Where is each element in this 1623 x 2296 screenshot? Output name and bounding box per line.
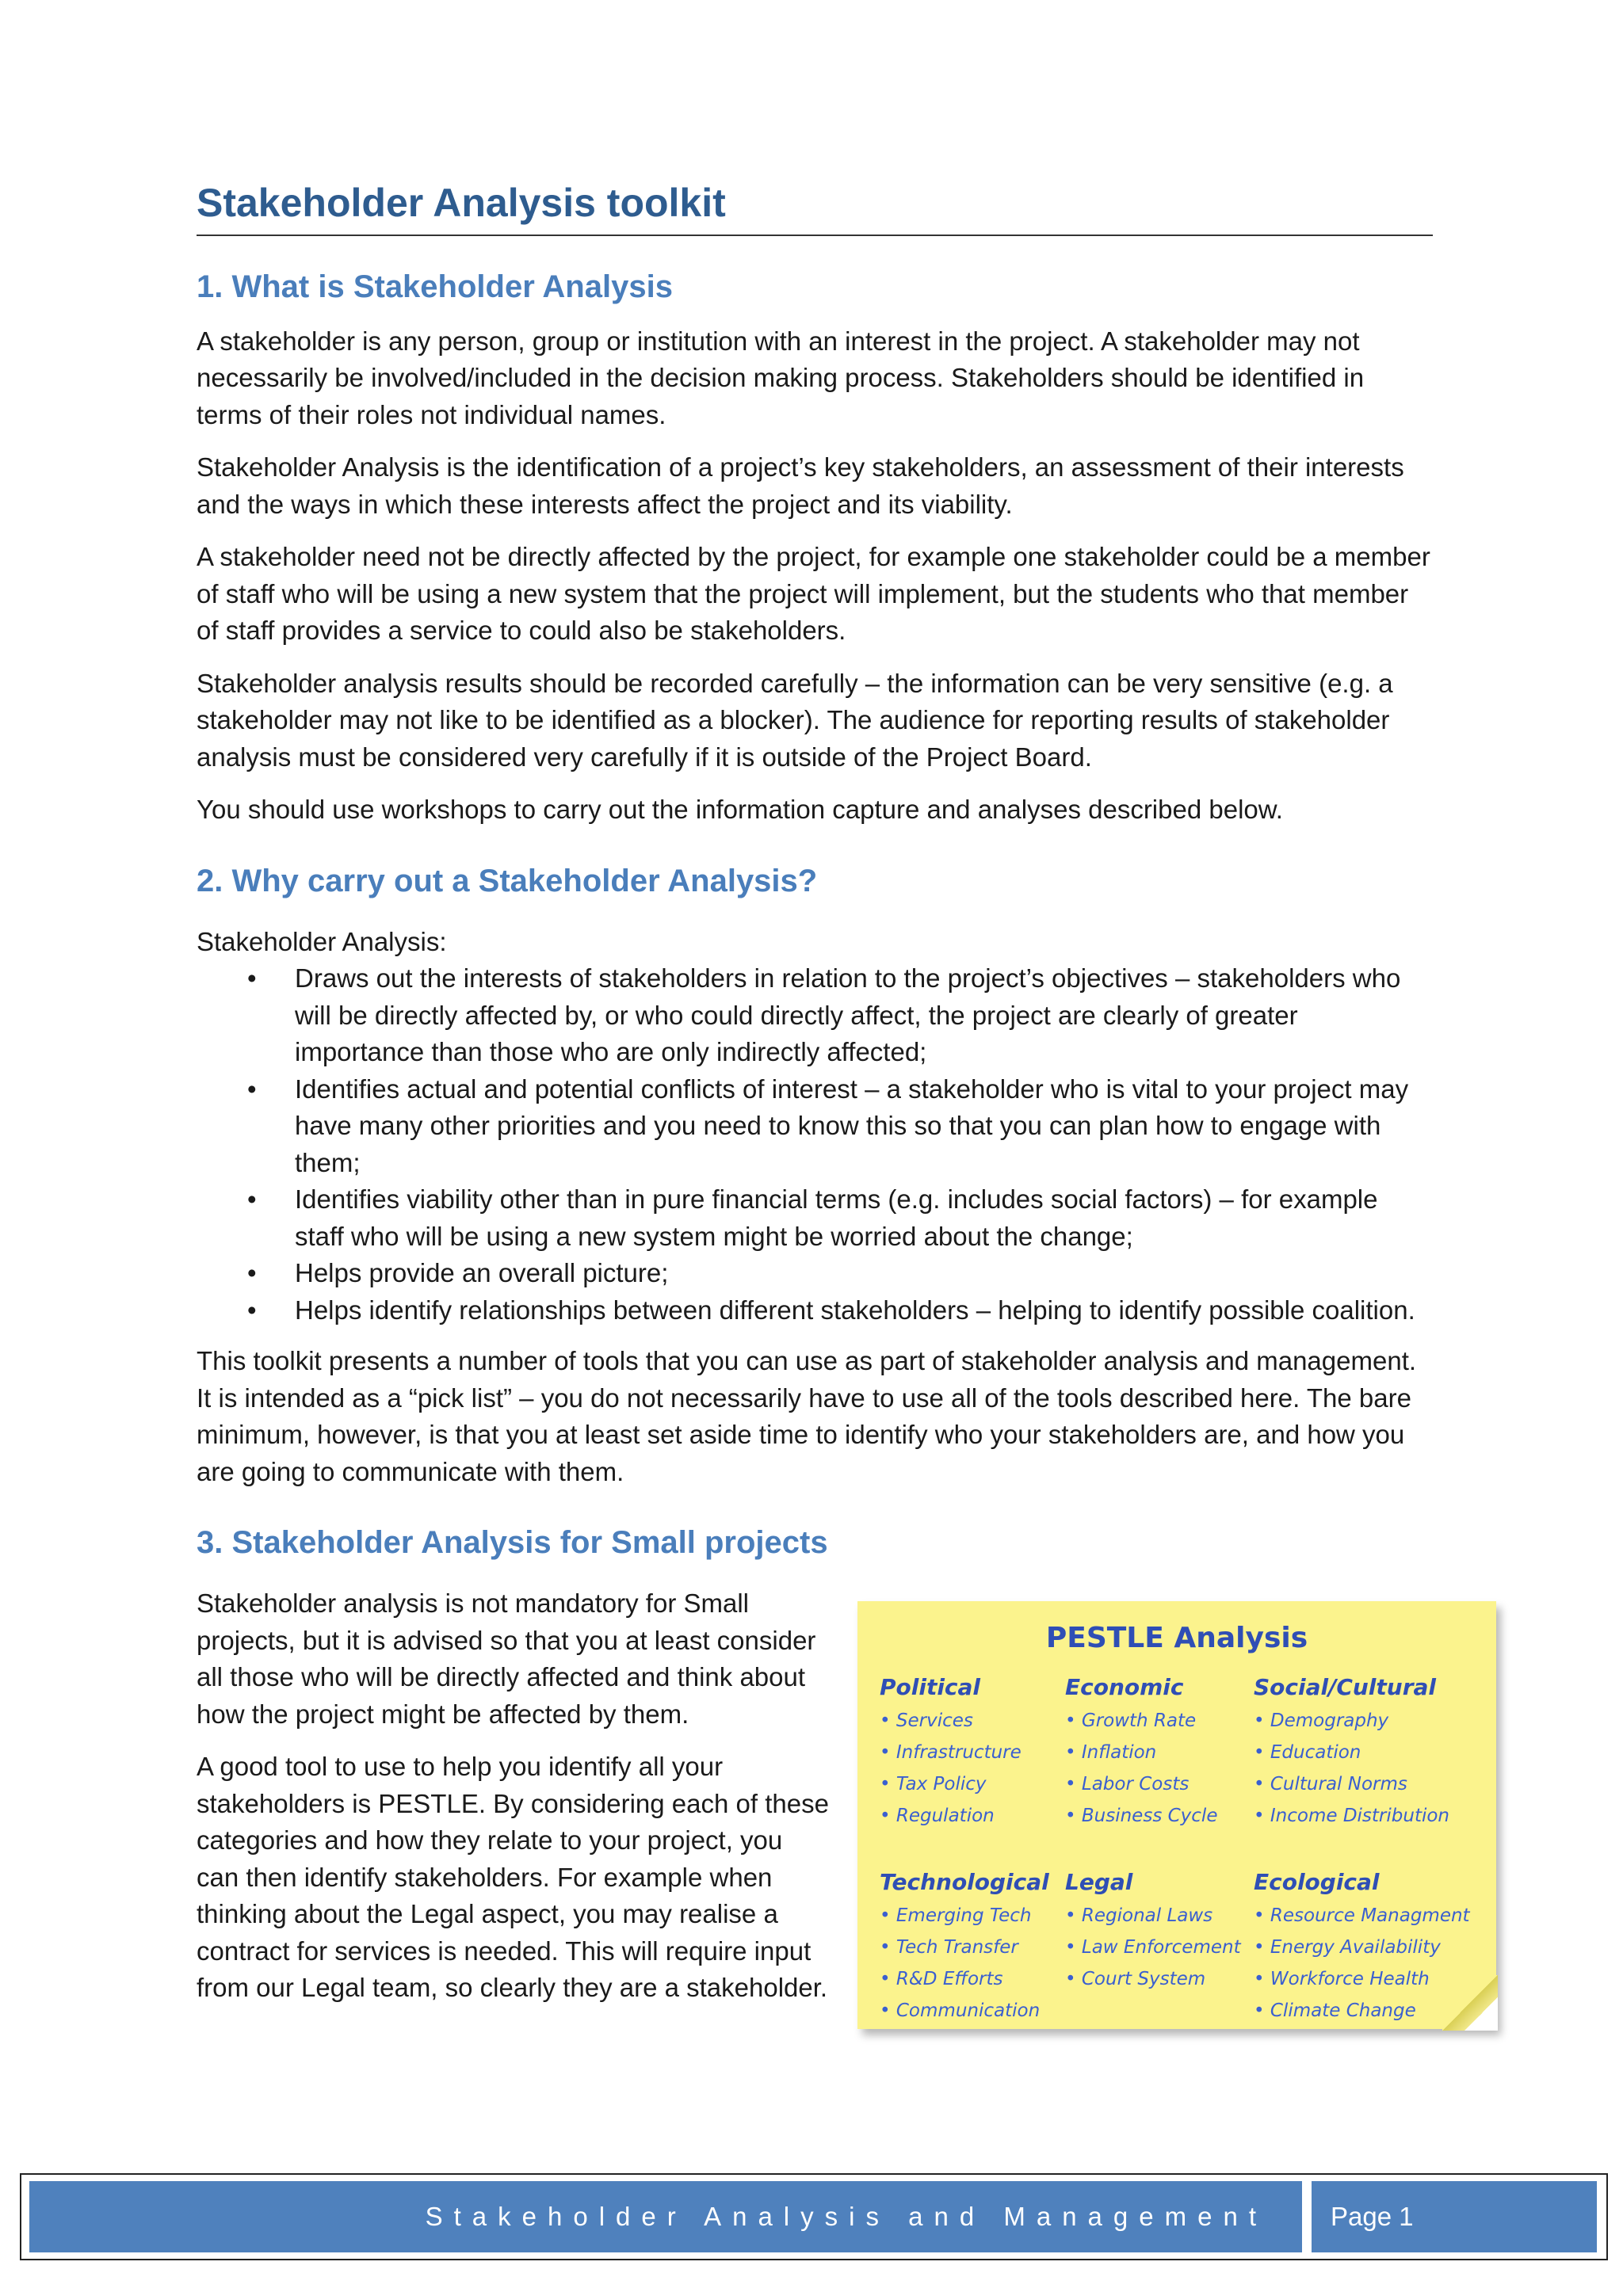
- pestle-category-political: [880, 1674, 1078, 1832]
- category-item: • Growth Rate: [1065, 1711, 1197, 1731]
- category-item: • Labor Costs: [1065, 1774, 1190, 1794]
- category-item: • Law Enforcement: [1065, 1937, 1241, 1958]
- list-item: [197, 1292, 1433, 1329]
- category-item: • Workforce Health: [1254, 1969, 1430, 1989]
- pestle-analysis-note: [857, 1601, 1496, 2029]
- category-item: • Climate Change: [1254, 2000, 1416, 2021]
- category-item: • Services: [880, 1711, 973, 1731]
- s1-paragraph: A stakeholder is any person, group or institution with an interest in the project. A stakeholder may not necessarily be involved/included in the decision making process. Stakeholders should be identified in terms of their roles not individual names.: [197, 326, 1365, 429]
- pestle-category-legal: [1065, 1869, 1263, 1995]
- list-item-text: Helps identify relationships between different stakeholders – helping to identify possible coalition.: [295, 1295, 1415, 1325]
- bullet-icon: •: [247, 1184, 257, 1214]
- list-item-text: Identifies viability other than in pure financial terms (e.g. includes social factors) – for example staff who will be using a new system might be worried about the change;: [295, 1184, 1378, 1251]
- section-3-text: [197, 1585, 831, 2023]
- category-item: • Inflation: [1065, 1742, 1157, 1763]
- page-title: Stakeholder Analysis toolkit: [197, 178, 1433, 236]
- pestle-category-social-cultural: [1254, 1674, 1452, 1832]
- s2-bullet-list: [197, 960, 1433, 1329]
- list-item: [197, 1255, 1433, 1292]
- category-name: Technological: [880, 1869, 1049, 1895]
- category-item: • Demography: [1254, 1711, 1389, 1731]
- s1-paragraph: Stakeholder Analysis is the identification of a project’s key stakeholders, an assessment of their interests and the ways in which these interests affect the project and its viability.: [197, 452, 1404, 519]
- list-item-text: Identifies actual and potential conflicts of interest – a stakeholder who is vital to your project may have many other priorities and you need to know this so that you can plan how to engage with them;: [295, 1074, 1409, 1177]
- s2-intro: Stakeholder Analysis:: [197, 926, 447, 956]
- bullet-icon: •: [247, 1074, 257, 1104]
- s1-paragraph: A stakeholder need not be directly affected by the project, for example one stakeholder could be a member of staff who will be using a new system that the project will implement, but the students who that member of staff provides a service to could also be stakeholders.: [197, 542, 1430, 645]
- category-name: Legal: [1065, 1869, 1133, 1895]
- list-item-text: Draws out the interests of stakeholders in relation to the project’s objectives – stakeholders who will be directly affected by, or who could directly affect, the project are clearly of greater importance than those who are only indirectly affected;: [295, 963, 1401, 1066]
- bullet-icon: •: [247, 1295, 257, 1325]
- category-item: • Regional Laws: [1065, 1905, 1213, 1926]
- category-item: • Tax Policy: [880, 1774, 987, 1794]
- section-3-body: [197, 1585, 1470, 2092]
- list-item-text: Helps provide an overall picture;: [295, 1258, 669, 1287]
- list-item: [197, 1071, 1433, 1182]
- category-item: • Education: [1254, 1742, 1361, 1763]
- pestle-title: PESTLE Analysis: [1045, 1622, 1308, 1654]
- s1-paragraph: You should use workshops to carry out the information capture and analyses described below.: [197, 795, 1283, 824]
- pestle-category-technological: [880, 1869, 1078, 2027]
- category-name: Social/Cultural: [1254, 1674, 1437, 1700]
- category-item: • Communication: [880, 2000, 1041, 2021]
- s3-paragraph: A good tool to use to help you identify all your stakeholders is PESTLE. By considering each of these categories and how they relate to your project, you can then identify stakeholders. For example when thinking about the Legal aspect, you may realise a contract for services is needed. This will require input from our Legal team, so clearly they are a stakeholder.: [197, 1752, 829, 2002]
- section-1-heading: 1. What is Stakeholder Analysis: [197, 269, 673, 304]
- footer-title: Stakeholder Analysis and Management: [29, 2181, 1302, 2252]
- category-item: • Resource Managment: [1254, 1905, 1470, 1926]
- page-footer: [20, 2173, 1608, 2260]
- s3-paragraph: Stakeholder analysis is not mandatory for Small projects, but it is advised so that you at least consider all those who will be directly affected and think about how the project might be affected by them.: [197, 1589, 816, 1729]
- s2-closing-paragraph: This toolkit presents a number of tools that you can use as part of stakeholder analysis and management. It is intended as a “pick list” – you do not necessarily have to use all of the tools described here. The bare minimum, however, is that you at least set aside time to identify who your stakeholders are, and how you are going to communicate with them.: [197, 1346, 1417, 1486]
- pestle-category-economic: [1065, 1674, 1263, 1832]
- footer-page-number: Page 1: [1312, 2181, 1597, 2252]
- page-curl-decoration: [1442, 1975, 1498, 2031]
- category-item: • Regulation: [880, 1806, 995, 1826]
- list-item: [197, 1181, 1433, 1255]
- category-item: • Emerging Tech: [880, 1905, 1032, 1926]
- category-item: • R&D Efforts: [880, 1969, 1003, 1989]
- bullet-icon: •: [247, 963, 257, 993]
- list-item: [197, 960, 1433, 1071]
- category-name: Economic: [1065, 1674, 1184, 1700]
- document-body: [197, 178, 1470, 2092]
- section-2-heading: 2. Why carry out a Stakeholder Analysis?: [197, 863, 818, 898]
- s1-paragraph: Stakeholder analysis results should be recorded carefully – the information can be very sensitive (e.g. a stakeholder may not like to be identified as a blocker). The audience for reporting results of stakeholder analysis must be considered very carefully if it is outside of the Project Board.: [197, 668, 1393, 772]
- category-item: • Tech Transfer: [880, 1937, 1018, 1958]
- category-name: Political: [880, 1674, 981, 1700]
- category-name: Ecological: [1254, 1869, 1380, 1895]
- pestle-category-ecological: [1254, 1869, 1470, 2027]
- section-3-heading: 3. Stakeholder Analysis for Small projects: [197, 1525, 828, 1560]
- category-item: • Energy Availability: [1254, 1937, 1441, 1958]
- category-item: • Court System: [1065, 1969, 1206, 1989]
- category-item: • Business Cycle: [1065, 1806, 1218, 1826]
- category-item: • Income Distribution: [1254, 1806, 1450, 1826]
- category-item: • Infrastructure: [880, 1742, 1022, 1763]
- bullet-icon: •: [247, 1258, 257, 1287]
- category-item: • Cultural Norms: [1254, 1774, 1407, 1794]
